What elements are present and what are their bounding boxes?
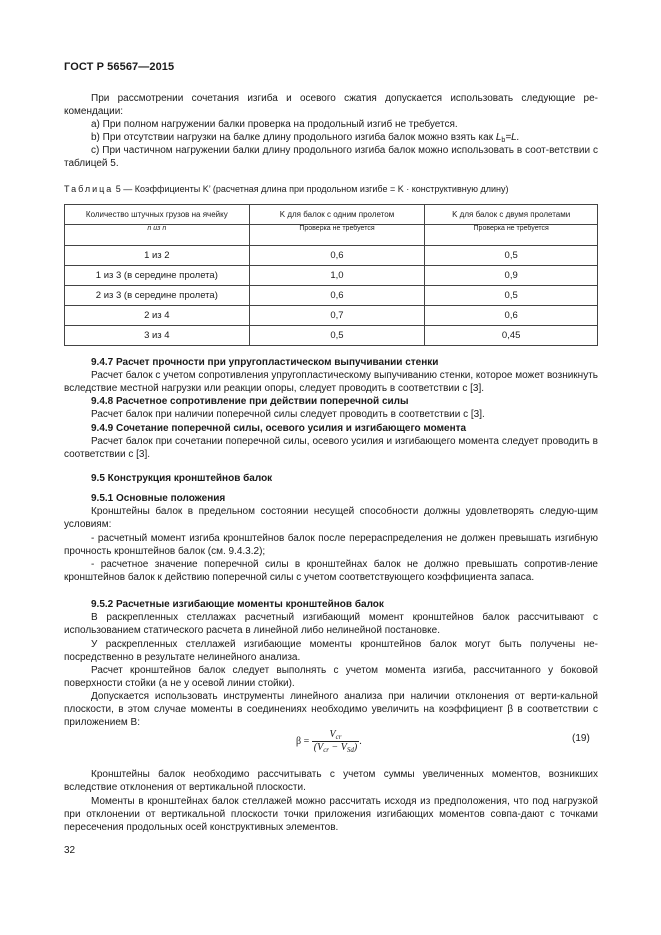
table-cell: n из n <box>65 225 250 246</box>
table-cell: 1 из 2 <box>65 246 250 266</box>
recommendation-c: с) При частичном нагружении балки длину продольного изгиба балок можно использовать в соот-ветствии с таблицей 5. <box>64 145 598 169</box>
formula-num-sub: cr <box>335 733 342 741</box>
table-row <box>65 246 598 266</box>
recommendation-b-text: b) При отсутствии нагрузки на балке длину продольного изгиба балок можно взять как <box>91 132 496 143</box>
section-948-text: Расчет балок при наличии поперечной силы следует проводить в соответствии с [3]. <box>91 409 485 420</box>
beta-formula <box>296 729 362 754</box>
table-row <box>65 286 598 306</box>
section-949-text: Расчет балок при сочетании поперечной силы, осевого усилия и изгибающего момента следует проводить в соответствии с [3]. <box>64 436 598 460</box>
table-cell: 0,9 <box>425 266 598 286</box>
page-number: 32 <box>64 845 76 856</box>
table-header-cell: Количество штучных грузов на ячейку <box>65 205 250 225</box>
table-cell: 2 из 3 (в середине пролета) <box>65 286 250 306</box>
table-cell: 3 из 4 <box>65 326 250 346</box>
table-cell: 0,5 <box>425 286 598 306</box>
table-cell: 0,6 <box>249 286 425 306</box>
formula-tail: . <box>359 735 362 747</box>
section-947-text: Расчет балок с учетом сопротивления упругопластическому выпучиванию стенки, которое может возникнуть вследствие местной нагрузки или реакции опоры, следует проводить в соответствии с [3]. <box>64 370 598 394</box>
table-cell: 0,6 <box>249 246 425 266</box>
formula-den-left: (V <box>313 742 324 753</box>
section-949-title: 9.4.9 Сочетание поперечной силы, осевого усилия и изгибающего момента <box>91 423 467 434</box>
section-952-title: 9.5.2 Расчетные изгибающие моменты кронштейнов балок <box>91 599 384 610</box>
formula-fraction <box>312 729 360 754</box>
section-952-paragraph: Расчет кронштейнов балок следует выполнять с учетом момента изгиба, рассчитанного у боковой поверхности стойки (а не у осевой линии стойки). <box>64 665 598 689</box>
table-cell: 0,45 <box>425 326 598 346</box>
section-948-title: 9.4.8 Расчетное сопротивление при действии поперечной силы <box>91 396 409 407</box>
equation-number: (19) <box>572 733 590 744</box>
table-header-cell: K для балок с двумя пролетами <box>425 205 598 225</box>
table-cell: 1,0 <box>249 266 425 286</box>
table-cell: 0,5 <box>249 326 425 346</box>
section-952-paragraph: Допускается использовать инструменты линейного анализа при наличии отклонения от верти-кальной плоскости, в этом случае моменты в соединениях необходимо увеличить на коэффициент β в соответствии с приложением В: <box>64 691 598 728</box>
section-952-paragraph: У раскрепленных стеллажей изгибающие моменты кронштейнов балок могут быть получены не-посредственно в результате нелинейного анализа. <box>64 639 598 663</box>
table-cell: Проверка не требуется <box>249 225 425 246</box>
table-cell: 0,7 <box>249 306 425 326</box>
section-951-bullet: - расчетный момент изгиба кронштейнов балок после перераспределения не должен превышать изгибную прочность кронштейнов балок (см. 9.4.3.2); <box>64 533 598 557</box>
table-row <box>65 326 598 346</box>
formula-den-right: ) <box>353 742 358 753</box>
section-952-paragraph: Кронштейны балок необходимо рассчитывать с учетом суммы увеличенных моментов, возникших вследствие отклонения от вертикальной плоскости. <box>64 769 598 793</box>
section-947-title: 9.4.7 Расчет прочности при упругопластическом выпучивании стенки <box>91 357 439 368</box>
table-row <box>65 225 598 246</box>
formula-l-sub: b <box>501 137 506 144</box>
recommendation-a: а) При полном нагружении балки проверка на продольный изгиб не требуется. <box>91 119 458 130</box>
formula-denominator <box>312 742 360 754</box>
section-95-title: 9.5 Конструкция кронштейнов балок <box>91 473 273 484</box>
table-header-cell: K для балок с одним пролетом <box>249 205 425 225</box>
document-header: ГОСТ Р 56567—2015 <box>64 61 175 73</box>
section-952-paragraph: Моменты в кронштейнах балок стеллажей можно рассчитать исходя из предположения, что под нагрузкой при отклонении от вертикальной плоскости точки приложения изгибающих моментов совпа-дают с точками пересечения продольных осей конструктивных элементов. <box>64 796 598 833</box>
formula-den-mid: − V <box>329 742 347 753</box>
section-951-text: Кронштейны балок в предельном состоянии несущей способности должны удовлетворять следую-щим условиям: <box>64 506 598 530</box>
formula-lhs: β = <box>296 735 310 747</box>
section-951-bullet: - расчетное значение поперечной силы в кронштейнах балок не должно превышать сопротив-ление кронштейнов балок к действию поперечной силы с учетом соответствующего коэффициента запаса. <box>64 559 598 583</box>
formula-den-sub1: cr <box>323 746 330 754</box>
table-cell: 0,5 <box>425 246 598 266</box>
intro-paragraph: При рассмотрении сочетания изгиба и осевого сжатия допускается использовать следующие ре-комендации: <box>64 93 598 117</box>
table-caption <box>64 184 508 194</box>
table-caption-text: 5 — Коэффициенты K’ (расчетная длина при продольном изгибе = K · конструктивную длину) <box>113 184 509 194</box>
formula-num-var: V <box>329 729 336 740</box>
table-cell: Проверка не требуется <box>425 225 598 246</box>
section-951-title: 9.5.1 Основные положения <box>91 493 226 504</box>
coefficient-table <box>64 204 598 346</box>
table-row <box>65 266 598 286</box>
table-row <box>65 306 598 326</box>
table-cell: 1 из 3 (в середине пролета) <box>65 266 250 286</box>
formula-numerator <box>312 729 360 742</box>
formula-den-sub2: Sd <box>346 746 354 754</box>
table-caption-label: Таблица <box>64 184 114 194</box>
formula-l: L <box>495 132 502 143</box>
table-cell: 0,6 <box>425 306 598 326</box>
table-header-row <box>65 205 598 225</box>
section-952-paragraph: В раскрепленных стеллажах расчетный изгибающий момент кронштейнов балок рассчитывают с использованием статического расчета в линейной либо нелинейной постановке. <box>64 612 598 636</box>
table-cell: 2 из 4 <box>65 306 250 326</box>
formula-l-rest: =L. <box>505 132 520 143</box>
